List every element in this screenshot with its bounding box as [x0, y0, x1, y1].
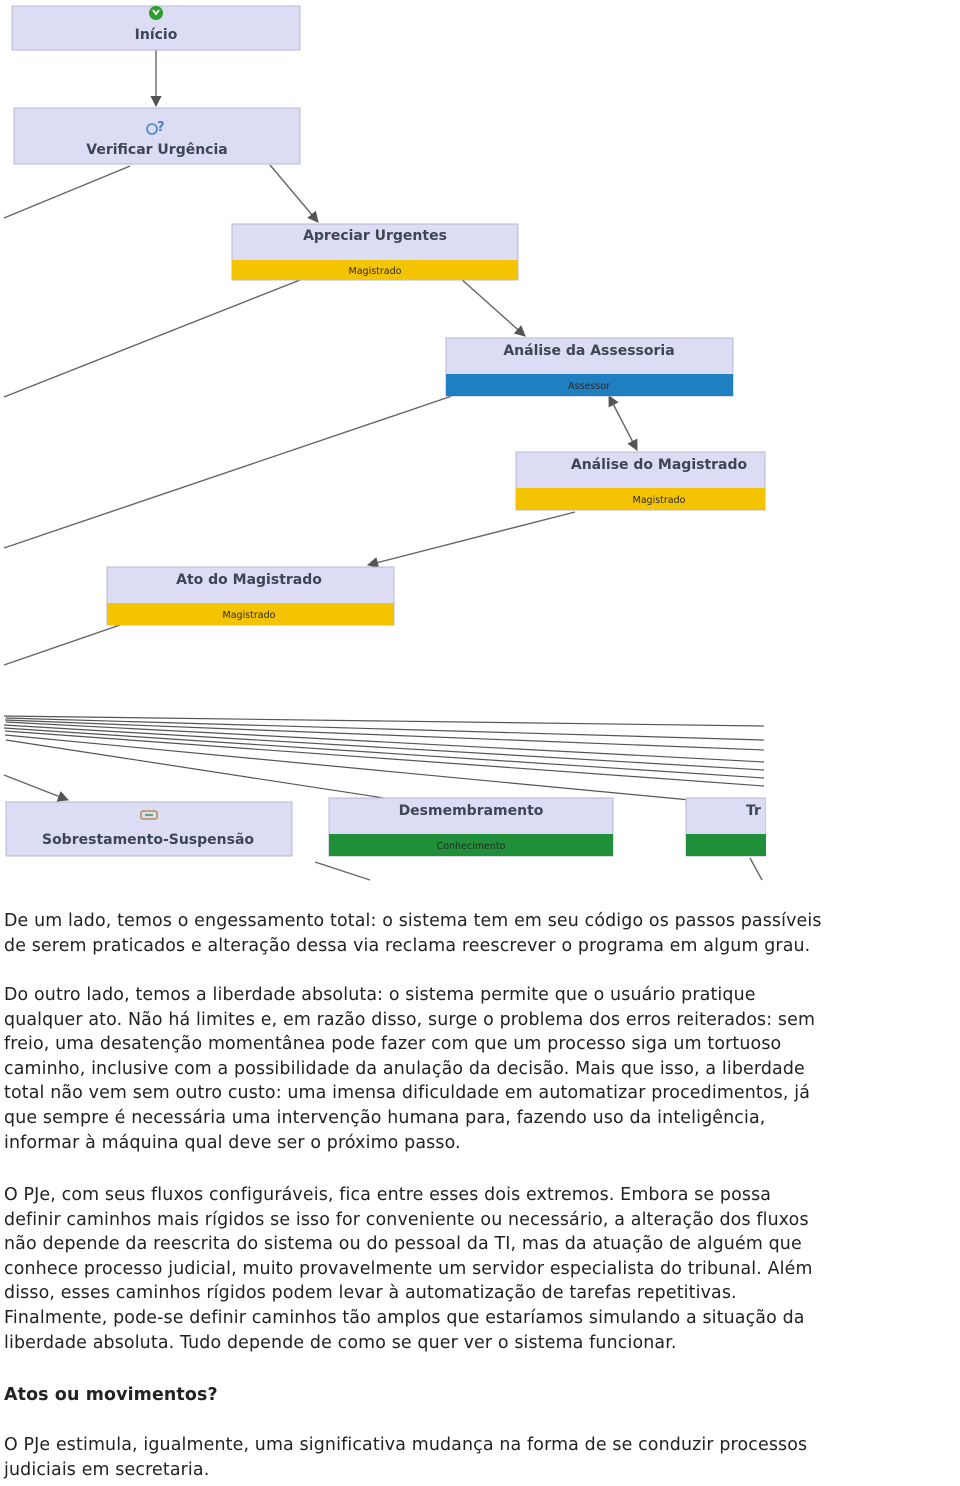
node-analise-assessoria[interactable] — [446, 338, 733, 396]
edge-verificar-apreciar — [270, 165, 318, 222]
node-title: Tr — [746, 803, 761, 819]
text-line: não depende da reescrita do sistema ou do pessoal da TI, mas da atuação de alguém que — [4, 1234, 802, 1255]
node-role: Magistrado — [348, 266, 402, 277]
text-line: Finalmente, pode-se definir caminhos tão amplos que estaríamos simulando a situação da — [4, 1307, 805, 1328]
text-line: caminho, inclusive com a possibilidade da anulação da decisão. Mais que isso, a liberdade — [4, 1058, 805, 1079]
paragraph-engessamento — [4, 909, 956, 958]
edge-apreciar-assessoria — [460, 278, 525, 336]
text-line: definir caminhos mais rígidos se isso for conveniente ou necessário, a alteração dos fluxos — [4, 1209, 809, 1230]
text-line: disso, esses caminhos rígidos podem levar à automatização de tarefas repetitivas. — [4, 1283, 737, 1304]
node-role: Magistrado — [632, 495, 686, 506]
node-role: Assessor — [568, 381, 610, 392]
edge-apreciar-left — [4, 280, 300, 397]
node-role: Magistrado — [222, 610, 276, 621]
paragraph-final — [4, 1433, 956, 1482]
node-analise-magistrado[interactable] — [516, 452, 765, 510]
node-title: Apreciar Urgentes — [303, 228, 447, 244]
text-line: De um lado, temos o engessamento total: o sistema tem em seu código os passos passíveis — [4, 911, 822, 931]
text-line: total não vem sem outro custo: uma imensa dificuldade em automatizar procedimentos, já — [4, 1083, 811, 1104]
node-title: Ato do Magistrado — [176, 572, 322, 588]
node-tr-partial[interactable] — [686, 798, 766, 856]
node-ato-magistrado[interactable] — [107, 567, 394, 625]
text-line: conhece processo judicial, muito provavelmente um servidor especialista do tribunal. Além — [4, 1258, 813, 1279]
node-title: Início — [134, 27, 178, 43]
node-apreciar-urgentes[interactable] — [232, 224, 518, 280]
node-desmembramento[interactable] — [329, 798, 613, 856]
node-title: Análise do Magistrado — [570, 457, 748, 473]
text-line: Do outro lado, temos a liberdade absoluta: o sistema permite que o usuário pratique — [4, 985, 756, 1005]
node-title: Sobrestamento-Suspensão — [41, 832, 255, 848]
paragraph-pje-fluxos — [4, 1183, 956, 1355]
edge-verificar-left — [4, 166, 130, 218]
edge-tr-down — [750, 858, 762, 880]
node-sobrestamento-suspensao[interactable] — [6, 802, 292, 856]
node-inicio[interactable] — [12, 6, 300, 50]
edge-ato-left — [4, 625, 120, 665]
text-line: informar à máquina qual deve ser o próximo passo. — [4, 1132, 461, 1153]
section-heading — [4, 1383, 956, 1408]
text-line: O PJe estimula, igualmente, uma significativa mudança na forma de se conduzir processos — [4, 1435, 808, 1455]
text-line: O PJe, com seus fluxos configuráveis, fica entre esses dois extremos. Embora se possa — [4, 1185, 772, 1205]
svg-text:?: ? — [157, 120, 165, 135]
text-line: judiciais em secretaria. — [4, 1459, 210, 1480]
text-line: que sempre é necessária uma intervenção humana para, fazendo uso da inteligência, — [4, 1107, 766, 1128]
node-title: Verificar Urgência — [86, 142, 228, 158]
edge-bundle — [4, 716, 764, 802]
edge-magistrado-ato — [368, 512, 575, 565]
text-line: freio, uma desatenção momentânea pode fazer com que um processo siga um tortuoso — [4, 1034, 782, 1055]
text-line: de serem praticados e alteração dessa via reclama reescrever o programa em algum grau. — [4, 935, 811, 956]
paragraph-liberdade — [4, 983, 956, 1155]
text-line: qualquer ato. Não há limites e, em razão disso, surge o problema dos erros reiterados: sem — [4, 1009, 816, 1030]
node-title: Desmembramento — [398, 803, 544, 819]
text-line: liberdade absoluta. Tudo depende de como se quer ver o sistema funcionar. — [4, 1332, 677, 1353]
edge-desmembramento-down — [315, 862, 370, 880]
heading-text: Atos ou movimentos? — [4, 1385, 218, 1405]
edge-assessoria-left — [4, 396, 452, 548]
node-role: Conhecimento — [436, 841, 506, 852]
edge-assessoria-magistrado — [609, 396, 637, 450]
node-title: Análise da Assessoria — [503, 343, 675, 359]
node-verificar-urgencia[interactable] — [14, 108, 300, 164]
edge-left-sobrestamento — [4, 775, 68, 800]
